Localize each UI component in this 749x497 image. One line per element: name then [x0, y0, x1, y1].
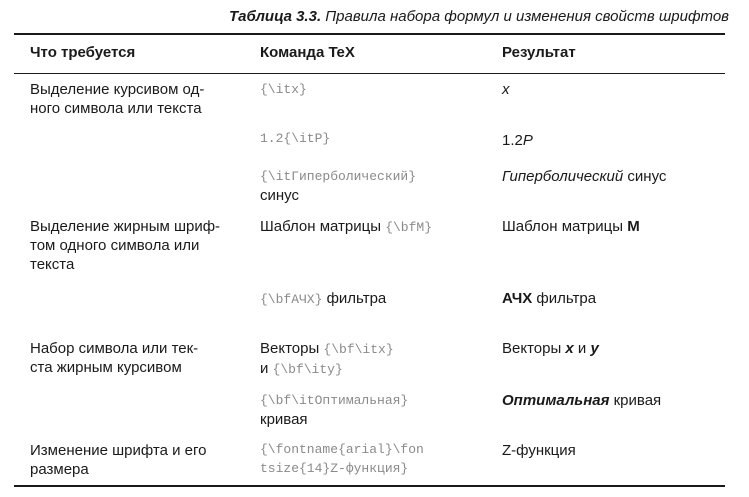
row5-result: АЧХ фильтра [502, 290, 597, 307]
row8-result: Z-функция [502, 442, 576, 459]
header-tex-command: Команда TeX [260, 44, 355, 61]
header-rule [14, 73, 725, 74]
top-rule [14, 33, 725, 35]
row8-command: {\fontname{arial}\fon tsize{14}Z-функция} [260, 442, 424, 476]
header-requirement: Что требуется [30, 44, 136, 61]
row8-requirement: Изменение шрифта и его размера [30, 442, 207, 478]
row4-command: Шаблон матрицы {\bfM} [260, 218, 432, 235]
row1-command: {\itx} [260, 82, 307, 97]
row4-requirement: Выделение жирным шриф- том одного символа или текста [30, 218, 221, 273]
table-caption [229, 8, 729, 25]
row7-result: Оптимальная кривая [502, 392, 662, 409]
row7-command: {\bf\itОптимальная} кривая [260, 393, 409, 428]
row6-command: Векторы {\bf\itx} и {\bf\ity} [260, 340, 394, 377]
row1-requirement: Выделение курсивом од- ного символа или текста [30, 81, 205, 117]
row6-requirement: Набор символа или тек- ста жирным курсивом [30, 340, 199, 376]
row5-command: {\bfАЧХ} фильтра [260, 290, 387, 307]
bottom-rule [14, 485, 725, 487]
caption-title: Правила набора формул и изменения свойств шрифтов [321, 8, 729, 25]
caption-number: Таблица 3.3. [229, 8, 322, 25]
row2-result: 1.2P [502, 132, 533, 149]
row1-result: x [502, 81, 510, 98]
row6-result: Векторы x и y [502, 340, 599, 357]
header-result: Результат [502, 44, 576, 61]
row4-result: Шаблон матрицы M [502, 218, 640, 235]
row3-command: {\itГиперболический} синус [260, 169, 417, 204]
row2-command: 1.2{\itP} [260, 131, 331, 146]
row3-result: Гиперболический синус [502, 168, 667, 185]
